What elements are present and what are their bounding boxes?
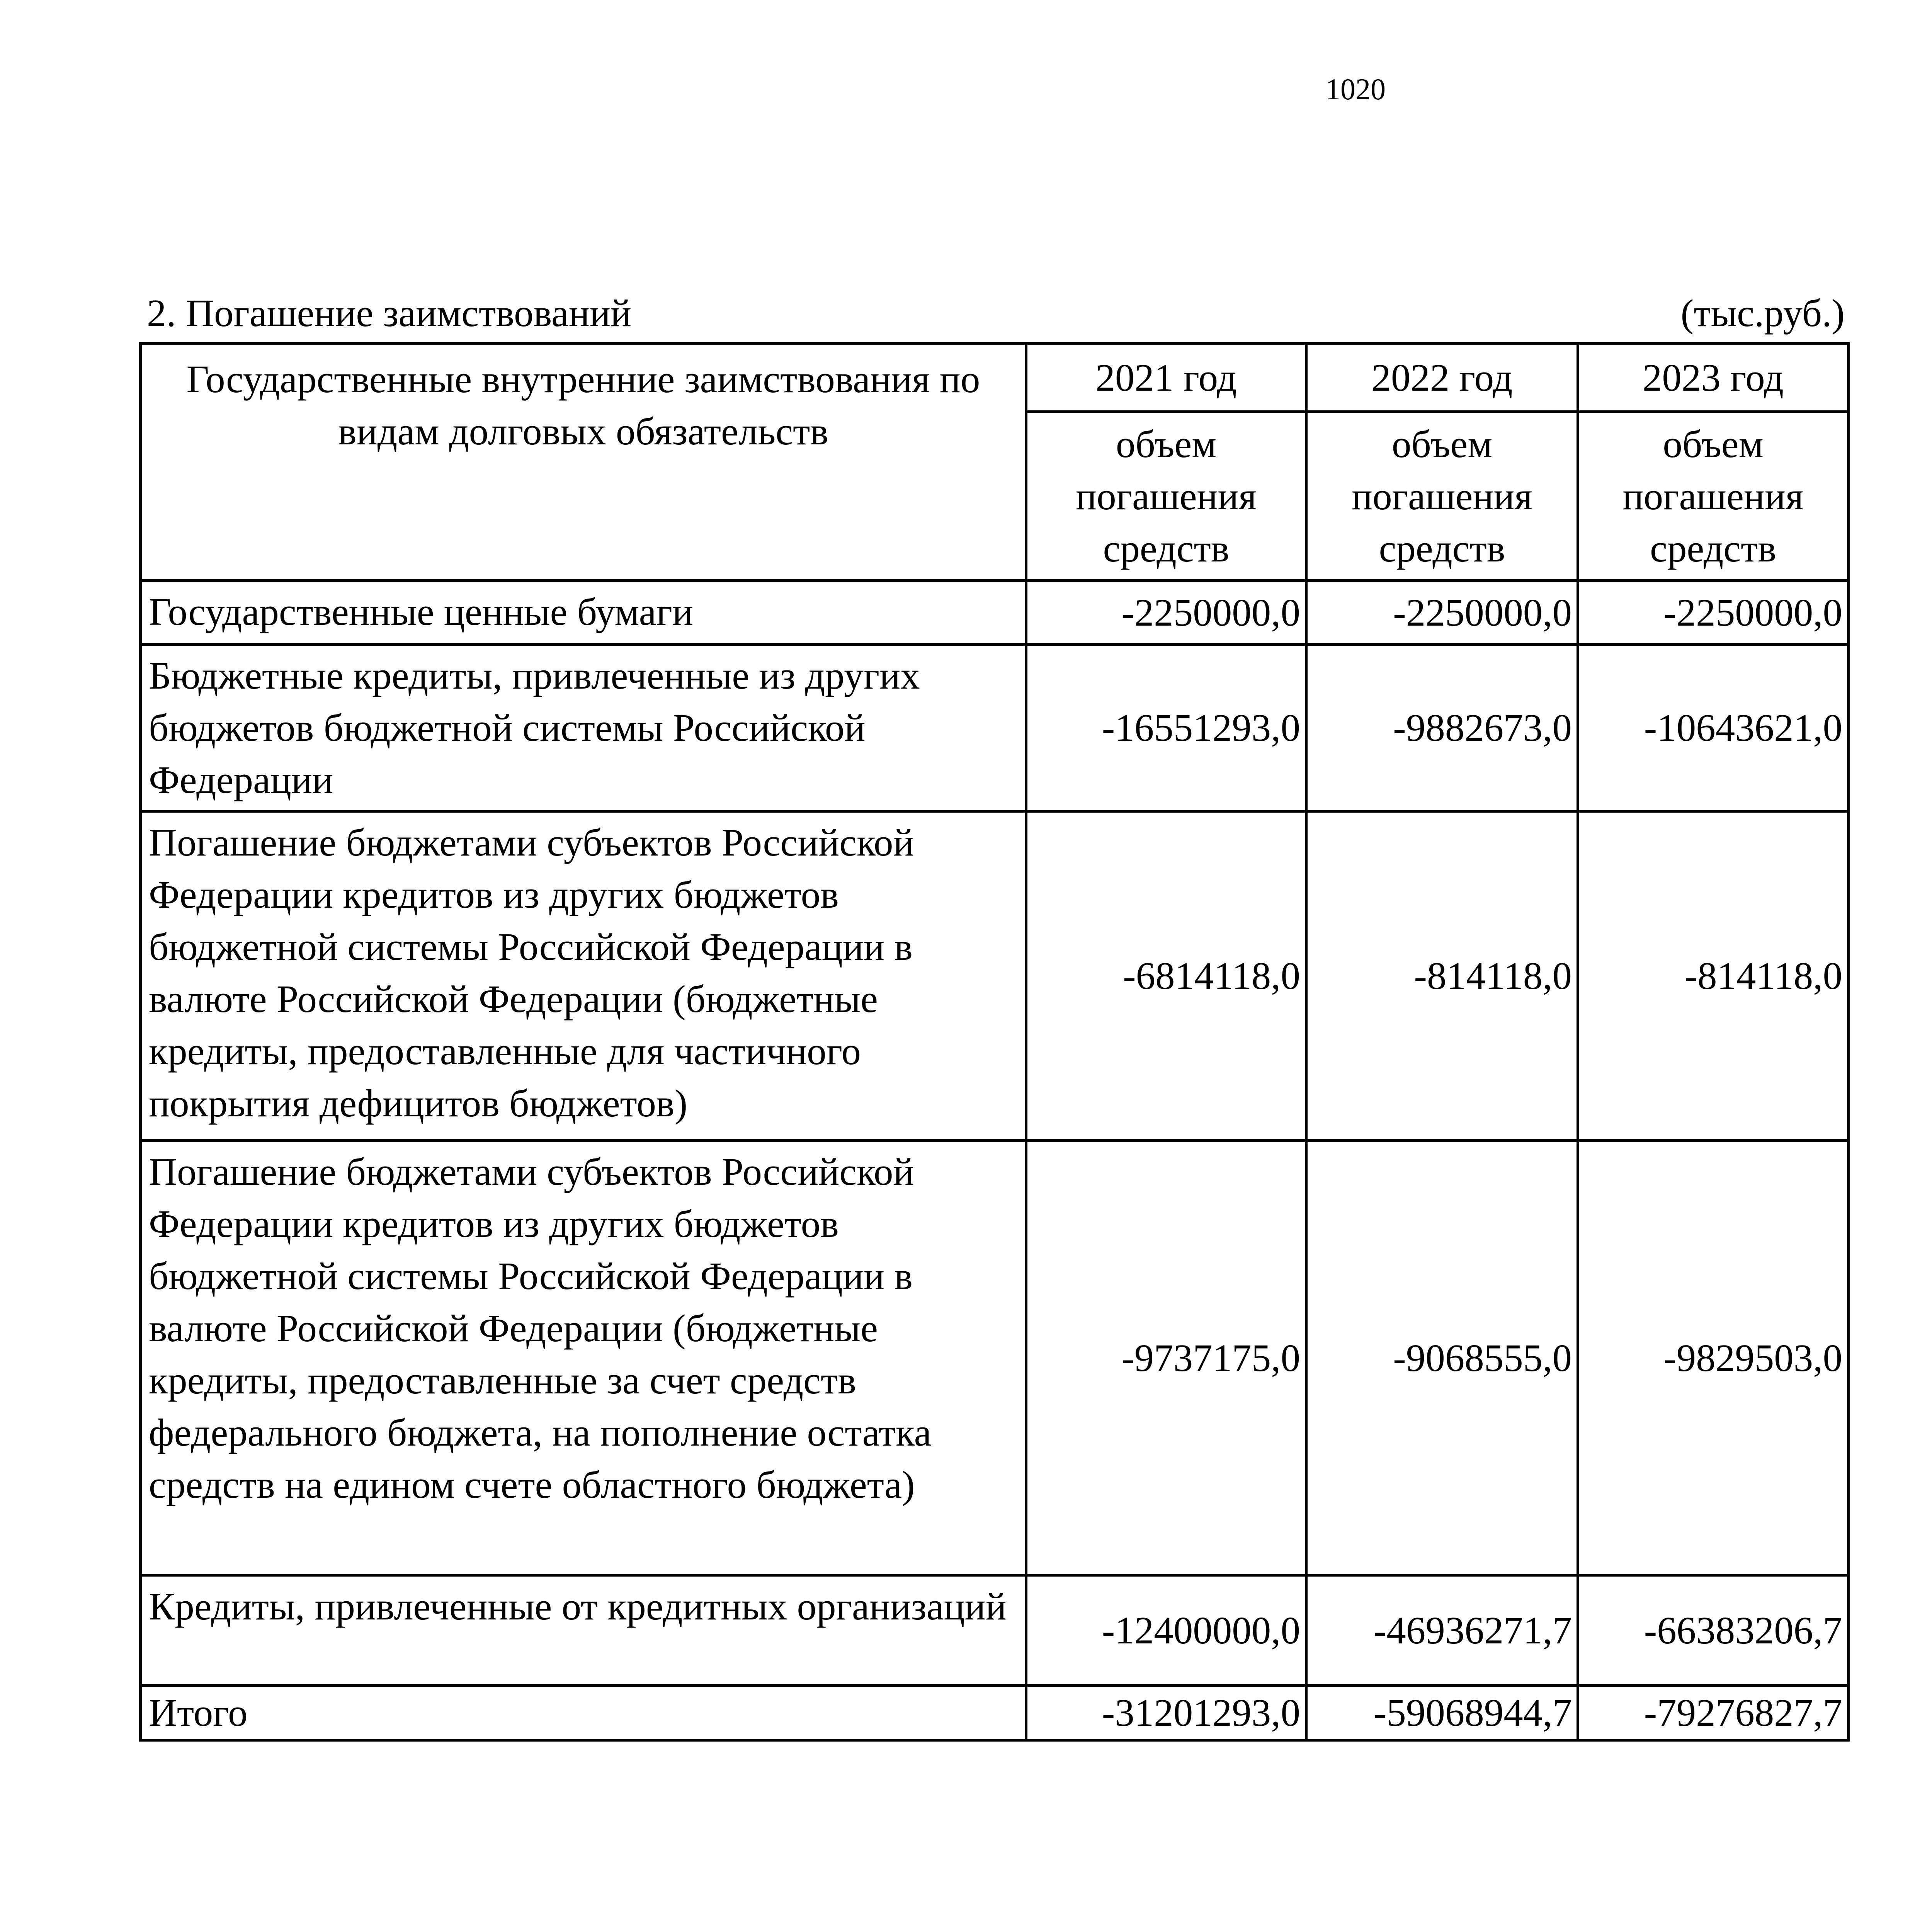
borrowings-repayment-table	[139, 342, 1850, 1742]
value-2021: -9737175,0	[1026, 1141, 1306, 1575]
subheader-2022: объем погашения средств	[1306, 412, 1578, 581]
value-2022: -9882673,0	[1306, 645, 1578, 811]
value-2021: -2250000,0	[1026, 581, 1306, 645]
subheader-2021: объем погашения средств	[1026, 412, 1306, 581]
header-year-2022: 2022 год	[1306, 344, 1578, 412]
table-caption	[144, 288, 1844, 338]
row-label: Государственные ценные бумаги	[141, 581, 1026, 645]
header-row	[141, 344, 1849, 412]
subheader-2023: объем погашения средств	[1578, 412, 1849, 581]
section-title: 2. Погашение заимствований	[147, 291, 631, 335]
value-2021: -16551293,0	[1026, 645, 1306, 811]
table-row	[141, 581, 1849, 645]
value-2022: -814118,0	[1306, 811, 1578, 1141]
value-2023: -814118,0	[1578, 811, 1849, 1141]
value-2023: -9829503,0	[1578, 1141, 1849, 1575]
value-2022: -2250000,0	[1306, 581, 1578, 645]
page-number: 1020	[1325, 72, 1386, 106]
row-label: Погашение бюджетами субъектов Российской Федерации кредитов из других бюджетов бюджетной системы Российской Федерации в валюте Российской Федерации (бюджетные кредиты, предоставленные для частичного покрытия дефицитов бюджетов)	[141, 811, 1026, 1141]
row-label: Бюджетные кредиты, привлеченные из других бюджетов бюджетной системы Российской Федерации	[141, 645, 1026, 811]
table-row	[141, 645, 1849, 811]
units-label: (тыс.руб.)	[1680, 291, 1845, 335]
header-debt-type: Государственные внутренние заимствования по видам долговых обязательств	[141, 344, 1026, 581]
total-2023: -79276827,7	[1578, 1686, 1849, 1740]
total-2022: -59068944,7	[1306, 1686, 1578, 1740]
value-2023: -66383206,7	[1578, 1575, 1849, 1686]
row-label: Погашение бюджетами субъектов Российской Федерации кредитов из других бюджетов бюджетной системы Российской Федерации в валюте Российской Федерации (бюджетные кредиты, предоставленные за счет средств федерального бюджета, на пополнение остатка средств на едином счете областного бюджета)	[141, 1141, 1026, 1575]
value-2021: -12400000,0	[1026, 1575, 1306, 1686]
row-label: Кредиты, привлеченные от кредитных организаций	[141, 1575, 1026, 1686]
header-year-2023: 2023 год	[1578, 344, 1849, 412]
value-2023: -2250000,0	[1578, 581, 1849, 645]
value-2021: -6814118,0	[1026, 811, 1306, 1141]
total-row	[141, 1686, 1849, 1740]
table-row	[141, 1141, 1849, 1575]
table-row	[141, 1575, 1849, 1686]
total-label: Итого	[141, 1686, 1026, 1740]
value-2022: -46936271,7	[1306, 1575, 1578, 1686]
value-2023: -10643621,0	[1578, 645, 1849, 811]
value-2022: -9068555,0	[1306, 1141, 1578, 1575]
header-year-2021: 2021 год	[1026, 344, 1306, 412]
table-row	[141, 811, 1849, 1141]
total-2021: -31201293,0	[1026, 1686, 1306, 1740]
